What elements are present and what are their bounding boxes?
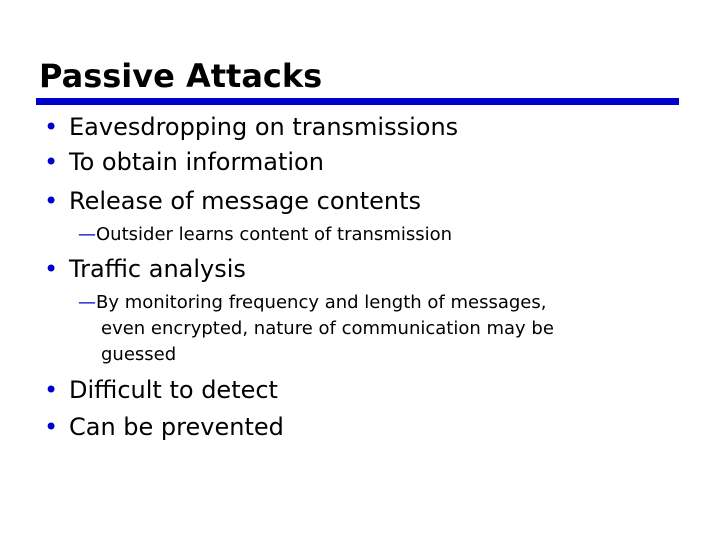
sub-item-text-line-1: By monitoring frequency and length of messages, [96, 292, 547, 313]
bullet-text: Can be prevented [69, 413, 284, 441]
bullet-text: Traffic analysis [69, 255, 246, 283]
bullet-icon: • [44, 376, 59, 404]
bullet-icon: • [44, 148, 59, 176]
bullet-text: To obtain information [69, 148, 324, 176]
dash-icon: — [78, 224, 96, 245]
bullet-text: Release of message contents [69, 187, 422, 215]
title-underline [36, 98, 679, 105]
bullet-text: Difficult to detect [69, 376, 278, 404]
sub-item [78, 224, 452, 246]
bullet-icon: • [44, 113, 59, 141]
sub-item-text: Outsider learns content of transmission [96, 224, 453, 245]
bullet-icon: • [44, 187, 59, 215]
sub-item-text-line-3: guessed [101, 344, 177, 365]
bullet-icon: • [44, 255, 59, 283]
dash-icon: — [78, 292, 96, 313]
bullet-text: Eavesdropping on transmissions [69, 113, 459, 141]
bullet-icon: • [44, 413, 59, 441]
sub-item [78, 292, 546, 314]
slide-title: Passive Attacks [39, 57, 323, 95]
sub-item-text-line-2: even encrypted, nature of communication may be [101, 318, 554, 339]
